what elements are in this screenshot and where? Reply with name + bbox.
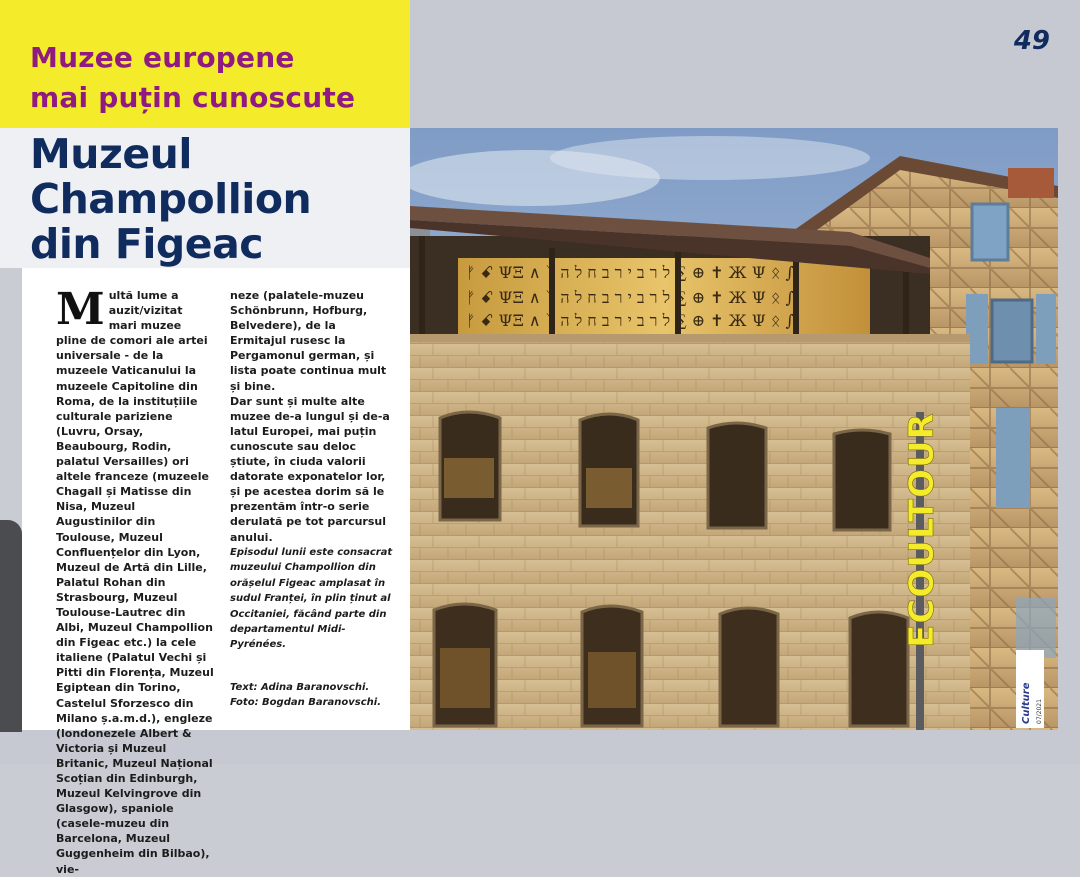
column-2-paragraph-2: Dar sunt și multe alte muzee de-a lungul și de-a latul Europei, mai puțin cunoscute sau deloc știute, în ciuda valorii datorate exponatelor lor, și pe acestea dorim să le prezentăm într-o serie derulată pe tot parcursul anului. <box>230 394 390 544</box>
page-number: 49 <box>1013 26 1050 56</box>
museum-facade-illustration <box>410 128 1058 730</box>
section-label: ECOULTOUR <box>902 412 943 648</box>
issue-date: 07/2021 <box>1036 699 1043 724</box>
title-line-2: Champollion <box>30 175 312 223</box>
column-2-paragraph-1: neze (palatele-muzeu Schönbrunn, Hofburg, Belvedere), de la Ermitajul rusesc la Pergamonul german, și lista poate continua mult și bine. <box>230 289 387 393</box>
title-line-3: din Figeac <box>30 220 264 268</box>
photo-glyphs-row-3: ᚠ ꗃ ΨΞ ∧ ᛉ ל ר ב י ר ב ח ל ה ∑ ⊕ ✝ Ж Ψ ᛟ ∫ <box>466 311 794 330</box>
title-line-1: Muzeul <box>30 130 192 178</box>
drop-cap: M <box>56 284 105 335</box>
kicker-line-1: Muzee europene <box>30 41 295 74</box>
column-1-text: ultă lume a auzit/vizitat mari muzee pline de comori ale artei universale - de la muzeele Vaticanului la muzeele Capitoline din Roma, de la instituțiile culturale pariziene (Luvru, Orsay, Beaubourg, Rodin, palatul Versailles) ori altele franceze (muzeele Chagall și Matisse din Nisa, Muzeul Augustinilor din Toulouse, Muzeul Confluențelor din Lyon, Muzeul de Artă din Lille, Palatul Rohan din Strasbourg, Muzeul Toulouse-Lautrec din Albi, Muzeul Champollion din Figeac etc.) la cele italiene (Palatul Vechi și Pitti din Florența, Muzeul Egiptean din Torino, Castelul Sforzesco din Milano ș.a.m.d.), engleze (londonezele Albert & Victoria și Muzeul Britanic, Muzeul Național Scoțian din Edinburgh, Muzeul Kelvingrove din Glasgow), spaniole (casele-muzeu din Barcelona, Muzeul Guggenheim din Bilbao), vie- <box>56 289 214 876</box>
episode-note: Episodul lunii este consacrat muzeului Champollion din orășelul Figeac amplasat în sudul Franței, în plin ținut al Occitaniei, făcând parte din departamentul Midi-Pyrénées. <box>230 547 393 651</box>
series-kicker <box>30 38 355 118</box>
photo-credit: Foto: Bogdan Baranovschi. <box>230 697 381 709</box>
article-column-1 <box>56 284 214 877</box>
kicker-line-2: mai puțin cunoscute <box>30 81 356 114</box>
right-margin-strip <box>1058 0 1080 764</box>
photo-glyphs-row-2: ᚠ ꗃ ΨΞ ∧ ᛉ ל ר ב י ר ב ח ל ה ∑ ⊕ ✝ Ж Ψ ᛟ ∫ <box>466 288 794 307</box>
article-title <box>30 132 311 267</box>
article-column-2 <box>230 288 390 545</box>
credits <box>230 680 400 711</box>
top-strip <box>410 0 1058 128</box>
photo-glyphs-row-1: ᚠ ꗃ ΨΞ ∧ ᛉ ל ר ב י ר ב ח ל ה ∑ ⊕ ✝ Ж Ψ ᛟ ∫ <box>466 263 794 282</box>
museum-photo <box>410 128 1058 730</box>
culture-logo-text: Culture <box>1021 682 1032 724</box>
text-credit: Text: Adina Baranovschi. <box>230 682 370 693</box>
left-edge-tab <box>0 520 22 732</box>
